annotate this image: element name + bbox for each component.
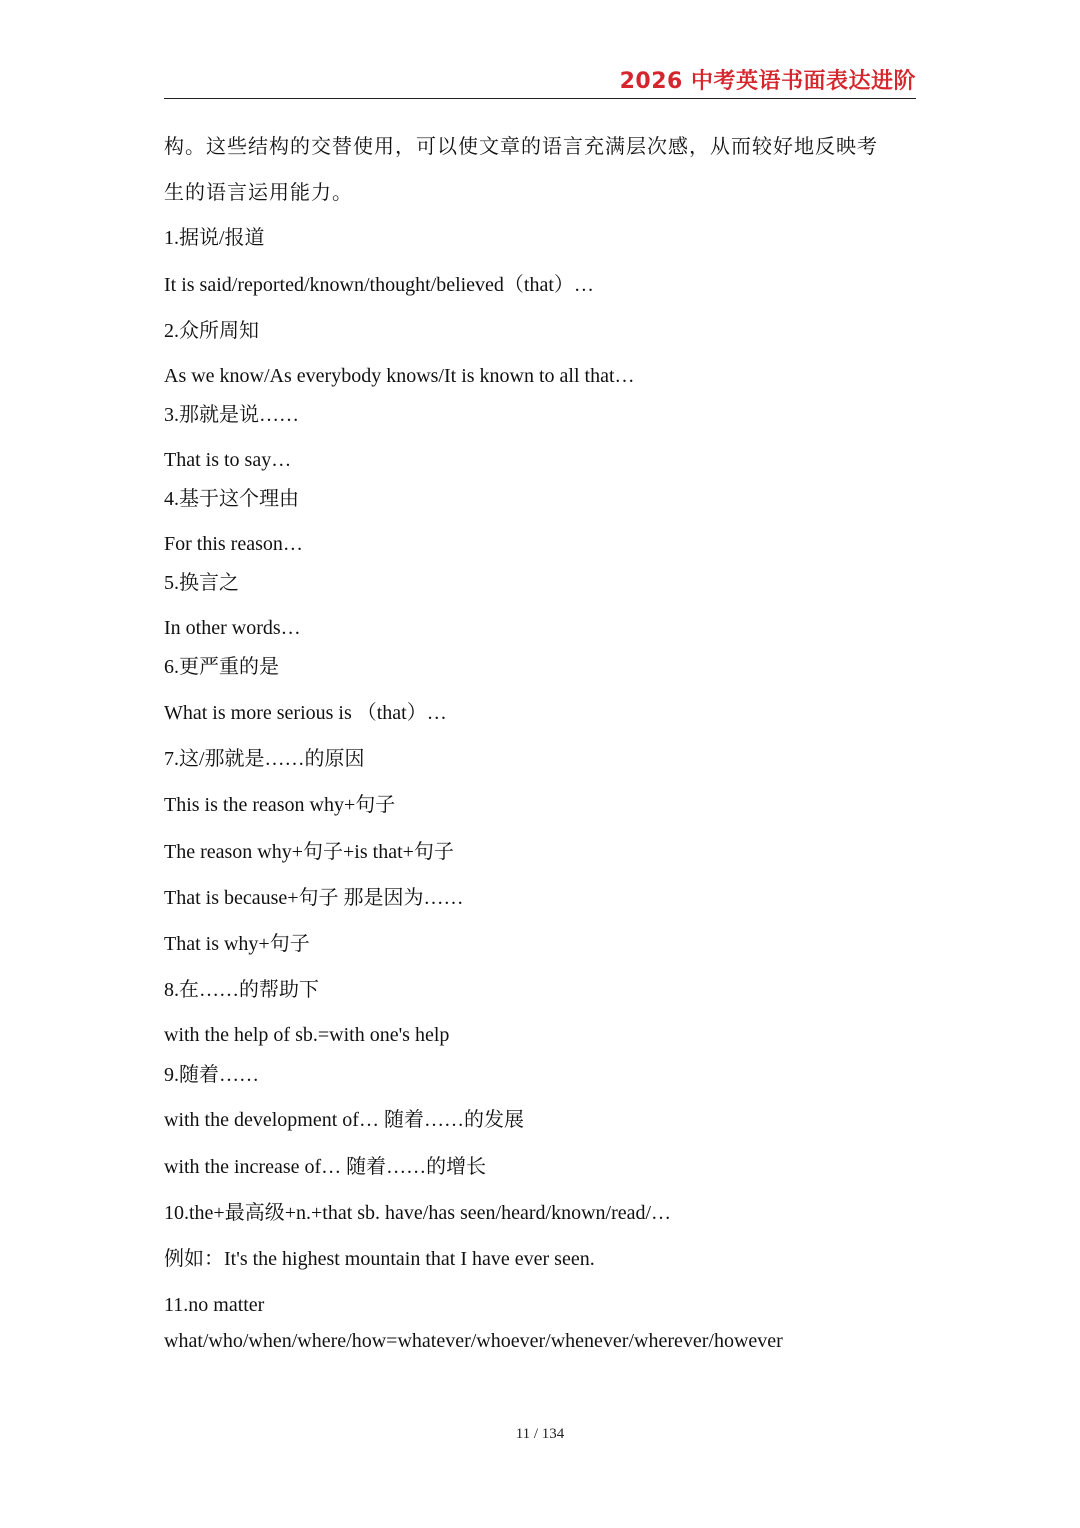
item-heading-5: 5.换言之 <box>164 572 239 594</box>
phrase-line: As we know/As everybody knows/It is known to all that… <box>164 365 635 387</box>
item-heading-7: 7.这/那就是……的原因 <box>164 748 365 770</box>
item-heading-10: 10.the+最高级+n.+that sb. have/has seen/heard/known/read/… <box>164 1202 672 1224</box>
item-heading-6: 6.更严重的是 <box>164 656 279 678</box>
phrase-line: what/who/when/where/how=whatever/whoever/whenever/wherever/however <box>164 1330 783 1352</box>
phrase-line: What is more serious is （that）… <box>164 702 447 724</box>
phrase-line: with the increase of… 随着……的增长 <box>164 1156 487 1178</box>
item-heading-4: 4.基于这个理由 <box>164 488 299 510</box>
paragraph-line: 构。这些结构的交替使用，可以使文章的语言充满层次感，从而较好地反映考 <box>164 134 878 158</box>
phrase-line: That is because+句子 那是因为…… <box>164 887 464 909</box>
phrase-line: For this reason… <box>164 533 303 555</box>
phrase-line: That is to say… <box>164 449 292 471</box>
paragraph-line: 生的语言运用能力。 <box>164 180 353 204</box>
phrase-line: This is the reason why+句子 <box>164 794 396 816</box>
item-heading-11: 11.no matter <box>164 1294 265 1316</box>
phrase-line: That is why+句子 <box>164 933 310 955</box>
item-heading-2: 2.众所周知 <box>164 320 259 342</box>
phrase-line: In other words… <box>164 617 301 639</box>
item-heading-9: 9.随着…… <box>164 1064 259 1086</box>
phrase-line: with the development of… 随着……的发展 <box>164 1109 524 1131</box>
item-heading-1: 1.据说/报道 <box>164 227 265 249</box>
phrase-line: It is said/reported/known/thought/believed（that）… <box>164 274 594 296</box>
phrase-line: The reason why+句子+is that+句子 <box>164 841 454 863</box>
page-number: 11 / 134 <box>515 1426 565 1442</box>
item-heading-8: 8.在……的帮助下 <box>164 979 319 1001</box>
example-line: 例如：It's the highest mountain that I have ever seen. <box>164 1248 595 1270</box>
header-divider <box>164 98 916 99</box>
phrase-line: with the help of sb.=with one's help <box>164 1024 450 1046</box>
item-heading-3: 3.那就是说…… <box>164 404 299 426</box>
document-header-title: 2026 中考英语书面表达进阶 <box>619 69 916 94</box>
